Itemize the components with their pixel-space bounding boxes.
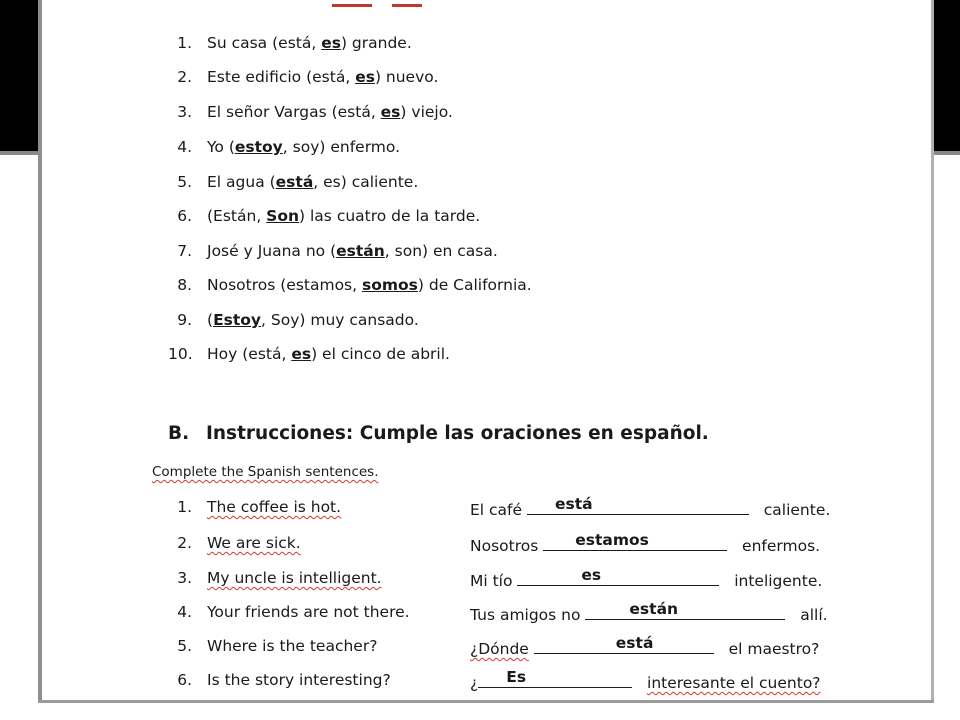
item-number: 1.: [177, 34, 192, 52]
item-number: 9.: [177, 311, 192, 329]
item-number: 6.: [177, 671, 192, 689]
item-number: 2.: [177, 534, 192, 552]
item-number: 7.: [177, 242, 192, 260]
english-sentence: Your friends are not there.: [207, 603, 410, 621]
english-sentence: The coffee is hot.: [207, 498, 342, 516]
english-sentence: Is the story interesting?: [207, 671, 391, 689]
item-text: ) de California.: [417, 276, 532, 294]
spanish-suffix: interesante el cuento?: [647, 674, 821, 692]
answer: es: [355, 68, 375, 86]
item-text: El agua (: [207, 173, 276, 191]
spanish-prefix: Nosotros: [470, 537, 539, 555]
cut-off-previous-line: [332, 0, 592, 8]
answer: está: [554, 495, 593, 513]
answer: Son: [266, 207, 300, 225]
answer: somos: [361, 276, 418, 294]
item-number: 5.: [177, 173, 192, 191]
spanish-suffix: allí.: [800, 606, 828, 624]
english-sentence: We are sick.: [207, 534, 301, 552]
item-text: ) viejo.: [400, 103, 453, 121]
spanish-prefix: Mi tío: [470, 572, 513, 590]
item-text: , es) caliente.: [313, 173, 419, 191]
item-number: 2.: [177, 68, 192, 86]
item-text: Yo (: [207, 138, 235, 156]
answer-blank: [543, 530, 727, 551]
item-number: 6.: [177, 207, 192, 225]
answer: están: [336, 242, 385, 260]
answer-blank: [534, 633, 714, 654]
item-number: 4.: [177, 603, 192, 621]
item-text: Hoy (está,: [207, 345, 292, 363]
item-number: 3.: [177, 569, 192, 587]
answer: Estoy: [213, 311, 262, 329]
answer-blank: [585, 599, 785, 620]
item-text: ) el cinco de abril.: [311, 345, 450, 363]
item-number: 3.: [177, 103, 192, 121]
answer-blank: [517, 565, 719, 586]
item-text: , Soy) muy cansado.: [261, 311, 419, 329]
item-text: Este edificio (está,: [207, 68, 356, 86]
page-bottom-edge: [38, 700, 934, 703]
item-number: 8.: [177, 276, 192, 294]
spanish-suffix: enfermos.: [742, 537, 821, 555]
spanish-prefix: ¿Dónde: [470, 640, 529, 658]
item-number: 1.: [177, 498, 192, 516]
item-text: El señor Vargas (está,: [207, 103, 381, 121]
english-sentence: My uncle is intelligent.: [207, 569, 382, 587]
answer-blank: [478, 667, 632, 688]
item-text: Su casa (está,: [207, 34, 322, 52]
answer: está: [615, 634, 654, 652]
item-number: 4.: [177, 138, 192, 156]
answer-blank: [527, 494, 749, 515]
section-heading-text: Instrucciones: Cumple las oraciones en español.: [206, 423, 709, 444]
worksheet-page: [38, 0, 934, 703]
item-text: ) las cuatro de la tarde.: [299, 207, 481, 225]
spanish-prefix: ¿: [470, 674, 479, 692]
answer: estamos: [575, 531, 649, 549]
answer: Es: [506, 668, 527, 686]
answer: están: [629, 600, 679, 618]
english-sentence: Where is the teacher?: [207, 637, 378, 655]
section-letter: B.: [168, 423, 190, 444]
item-text: , son) en casa.: [384, 242, 498, 260]
item-text: , soy) enfermo.: [282, 138, 401, 156]
answer: está: [275, 173, 314, 191]
sub-instruction-text: Complete the Spanish sentences.: [152, 464, 379, 480]
item-number: 5.: [177, 637, 192, 655]
spanish-prefix: El café: [470, 501, 523, 519]
item-text: José y Juana no (: [207, 242, 337, 260]
answer: es: [380, 103, 401, 121]
spanish-suffix: caliente.: [763, 501, 831, 519]
item-text: ) nuevo.: [374, 68, 439, 86]
spanish-suffix: inteligente.: [734, 572, 823, 590]
sub-instruction: [152, 461, 379, 483]
answer: es: [291, 345, 312, 363]
answer: es: [581, 566, 602, 584]
answer: es: [321, 34, 341, 52]
item-text: Nosotros (estamos,: [207, 276, 362, 294]
item-number: 10.: [168, 345, 193, 363]
spanish-suffix: el maestro?: [728, 640, 820, 658]
spanish-prefix: Tus amigos no: [470, 606, 581, 624]
item-text: (Están,: [207, 207, 267, 225]
item-text: (: [207, 311, 214, 329]
answer: estoy: [234, 138, 283, 156]
item-text: ) grande.: [340, 34, 412, 52]
